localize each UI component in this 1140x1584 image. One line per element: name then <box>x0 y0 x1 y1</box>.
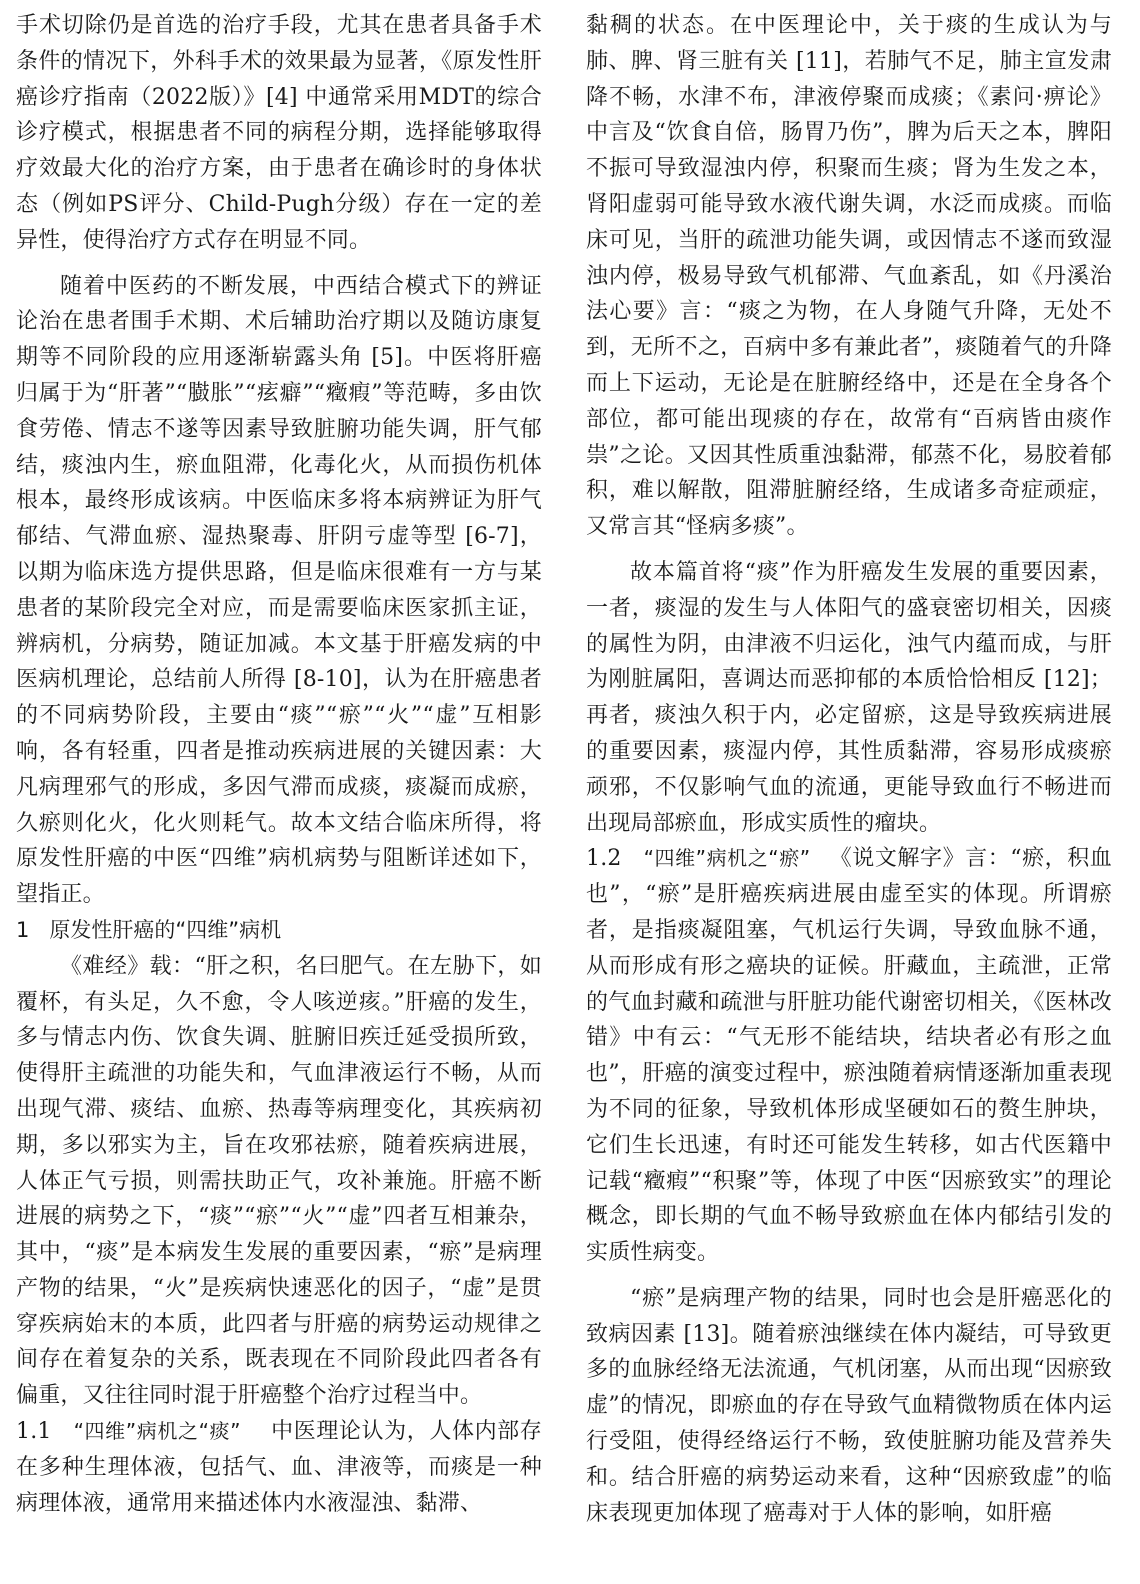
right-column <box>586 8 1112 1584</box>
left-paragraph-1: 手术切除仍是首选的治疗手段，尤其在患者具备手术条件的情况下，外科手术的效果最为显著，《原发性肝癌诊疗指南（2022版）》[4] 中通常采用MDT的综合诊疗模式，根据患者不同的病程分期，选择能够取得疗效最大化的治疗方案，由于患者在确诊时的身体状态（例如PS评分、Child-Pugh分级）存在一定的差异性，使得治疗方式存在明显不同。 <box>16 13 542 253</box>
subsection-1-1 <box>16 1414 542 1521</box>
section-1-title: 原发性肝癌的“四维”病机 <box>49 917 282 942</box>
subsection-1-1-text: 中医理论认为，人体内部存在多种生理体液，包括气、血、津液等，而痰是一种病理体液，通常用来描述体内水液湿浊、黏滞、 <box>16 1419 542 1516</box>
section-1-number: 1 <box>16 917 30 942</box>
subsection-1-2 <box>586 841 1112 1271</box>
right-paragraph-1: 黏稠的状态。在中医理论中，关于痰的生成认为与肺、脾、肾三脏有关 [11]，若肺气不足，肺主宣发肃降不畅，水津不布，津液停聚而成痰；《素问·痹论》中言及“饮食自倍，肠胃乃伤”，脾为后天之本，脾阳不振可导致湿浊内停，积聚而生痰；肾为生发之本，肾阳虚弱可能导致水液代谢失调，水泛而成痰。而临床可见，当肝的疏泄功能失调，或因情志不遂而致湿浊内停，极易导致气机郁滞、气血紊乱，如《丹溪治法心要》言：“痰之为物，在人身随气升降，无处不到，无所不之，百病中多有兼此者”，痰随着气的升降而上下运动，无论是在脏腑经络中，还是在全身各个部位，都可能出现痰的存在，故常有“百病皆由痰作祟”之论。又因其性质重浊黏滞，郁蒸不化，易胶着郁积，难以解散，阻滞脏腑经络，生成诸多奇症顽症，又常言其“怪病多痰”。 <box>586 13 1112 540</box>
left-paragraph-2: 随着中医药的不断发展，中西结合模式下的辨证论治在患者围手术期、术后辅助治疗期以及随访康复期等不同阶段的应用逐渐崭露头角 [5]。中医将肝癌归属于为“肝著”“臌胀”“痃癖”“癥瘕”等范畴，多由饮食劳倦、情志不遂等因素导致脏腑功能失调，肝气郁结，痰浊内生，瘀血阻滞，化毒化火，从而损伤机体根本，最终形成该病。中医临床多将本病辨证为肝气郁结、气滞血瘀、湿热聚毒、肝阴亏虚等型 [6-7]，以期为临床选方提供思路，但是临床很难有一方与某患者的某阶段完全对应，而是需要临床医家抓主证，辨病机，分病势，随证加减。本文基于肝癌发病的中医病机理论，总结前人所得 [8-10]，认为在肝癌患者的不同病势阶段，主要由“痰”“瘀”“火”“虚”互相影响，各有轻重，四者是推动疾病进展的关键因素：大凡病理邪气的形成，多因气滞而成痰，痰凝而成瘀，久瘀则化火，化火则耗气。故本文结合临床所得，将原发性肝癌的中医“四维”病机病势与阻断详述如下，望指正。 <box>16 273 542 908</box>
left-paragraph-3: 《难经》载：“肝之积，名曰肥气。在左胁下，如覆杯，有头足，久不愈，令人咳逆痎。”肝癌的发生，多与情志内伤、饮食失调、脏腑旧疾迁延受损所致，使得肝主疏泄的功能失和，气血津液运行不畅，从而出现气滞、痰结、血瘀、热毒等病理变化，其疾病初期，多以邪实为主，旨在攻邪祛瘀，随着疾病进展，人体正气亏损，则需扶助正气，攻补兼施。肝癌不断进展的病势之下，“痰”“瘀”“火”“虚”四者互相兼杂，其中，“痰”是本病发生发展的重要因素，“瘀”是病理产物的结果，“火”是疾病快速恶化的因子，“虚”是贯穿疾病始末的本质，此四者与肝癌的病势运动规律之间存在着复杂的关系，既表现在不同阶段此四者各有偏重，又往往同时混于肝癌整个治疗过程当中。 <box>16 953 542 1409</box>
subsection-1-1-title: “四维”病机之“痰” <box>73 1419 241 1444</box>
section-1-heading <box>16 913 542 949</box>
subsection-1-2-title: “四维”病机之“瘀” <box>643 846 811 871</box>
subsection-1-1-number: 1.1 <box>16 1419 52 1445</box>
left-column <box>16 8 542 1584</box>
right-paragraph-2: 故本篇首将“痰”作为肝癌发生发展的重要因素，一者，痰湿的发生与人体阳气的盛衰密切相关，因痰的属性为阴，由津液不归运化，浊气内蕴而成，与肝为刚脏属阳，喜调达而恶抑郁的本质恰恰相反 [12]；再者，痰浊久积于内，必定留瘀，这是导致疾病进展的重要因素，痰湿内停，其性质黏滞，容易形成痰瘀顽邪，不仅影响气血的流通，更能导致血行不畅进而出现局部瘀血，形成实质性的瘤块。 <box>586 559 1112 836</box>
subsection-1-2-text: 《说文解字》言：“瘀，积血也”，“瘀”是肝癌疾病进展由虚至实的体现。所谓瘀者，是指痰凝阻塞，气机运行失调，导致血脉不通，从而形成有形之癌块的证候。肝藏血，主疏泄，正常的气血封藏和疏泄与肝脏功能代谢密切相关，《医林改错》中有云：“气无形不能结块，结块者必有形之血也”，肝癌的演变过程中，瘀浊随着病情逐渐加重表现为不同的征象，导致机体形成坚硬如石的赘生肿块，它们生长迅速，有时还可能发生转移，如古代医籍中记载“癥瘕”“积聚”等，体现了中医“因瘀致实”的理论概念，即长期的气血不畅导致瘀血在体内郁结引发的实质性病变。 <box>586 846 1112 1266</box>
right-paragraph-3: “瘀”是病理产物的结果，同时也会是肝癌恶化的致病因素 [13]。随着瘀浊继续在体内凝结，可导致更多的血脉经络无法流通，气机闭塞，从而出现“因瘀致虚”的情况，即瘀血的存在导致气血精微物质在体内运行受阻，使得经络运行不畅，致使脏腑功能及营养失和。结合肝癌的病势运动来看，这种“因瘀致虚”的临床表现更加体现了癌毒对于人体的影响，如肝癌 <box>586 1285 1112 1526</box>
subsection-1-2-number: 1.2 <box>586 846 622 872</box>
